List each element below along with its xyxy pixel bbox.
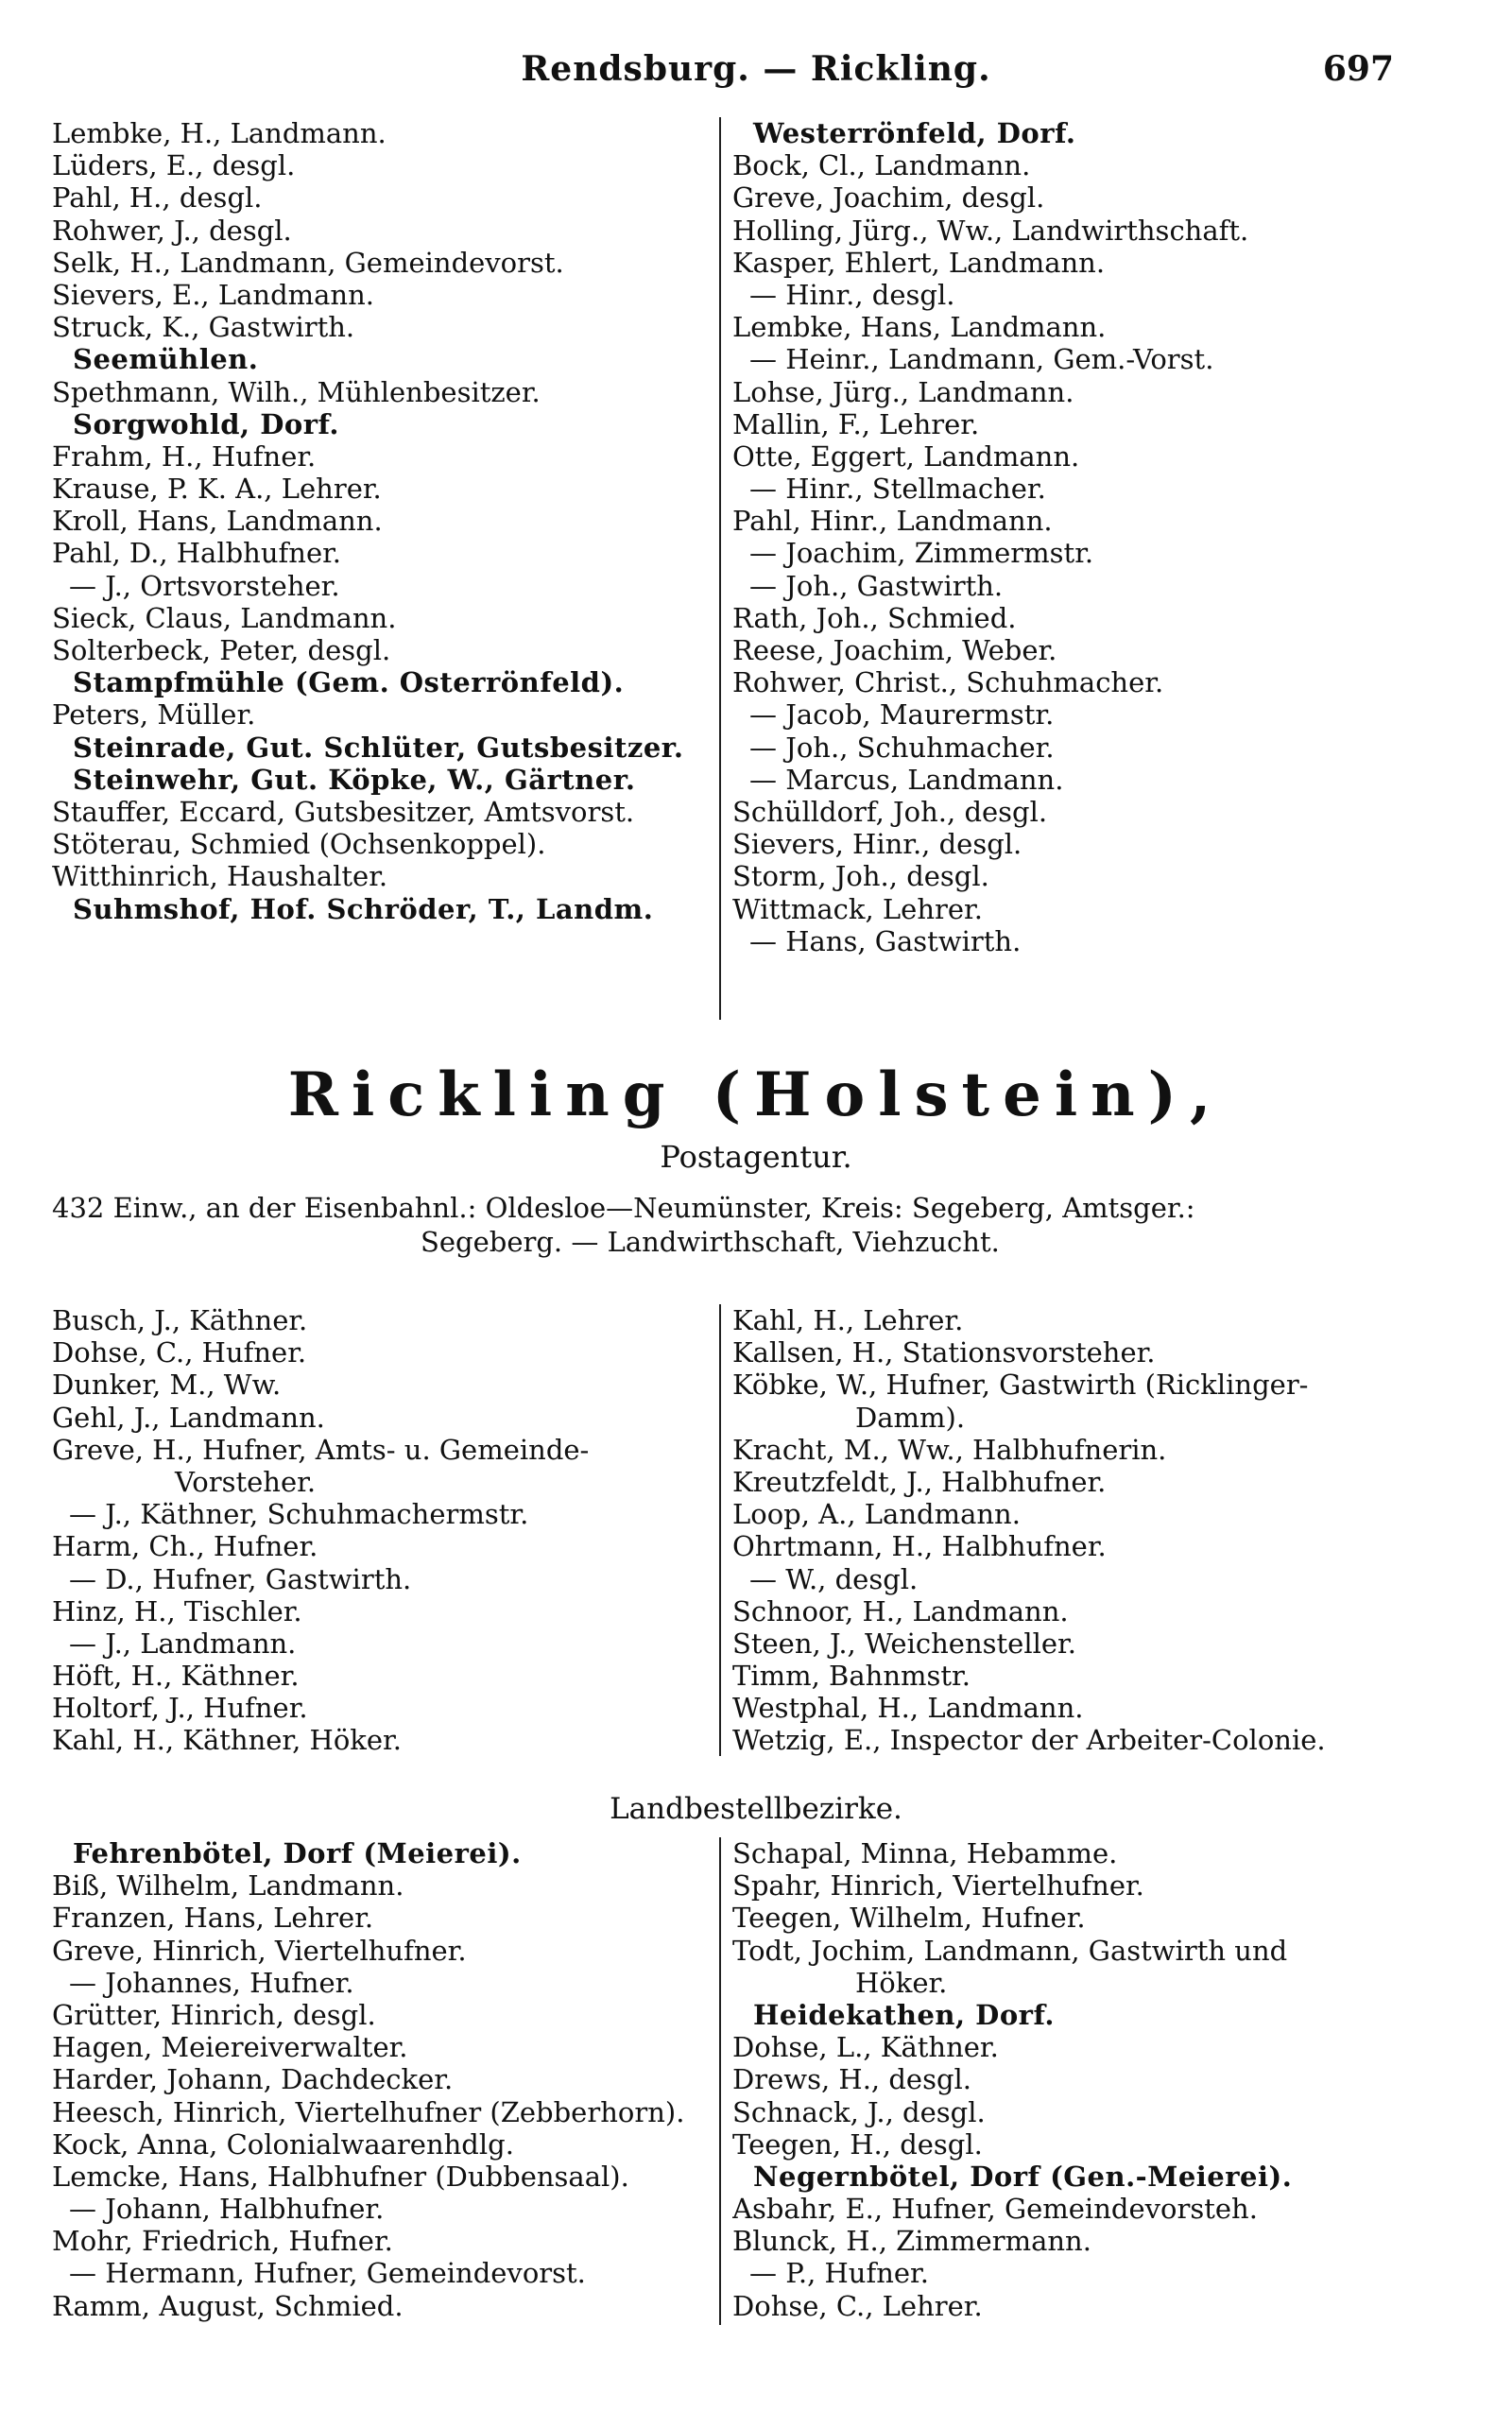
- directory-entry: Frahm, H., Hufner.: [52, 439, 317, 473]
- directory-entry: Schnack, J., desgl.: [732, 2095, 986, 2128]
- directory-entry: Dohse, C., Lehrer.: [732, 2289, 983, 2322]
- running-head: [0, 45, 1512, 98]
- directory-entry: Timm, Bahnmstr.: [732, 1660, 971, 1693]
- directory-entry: Schapal, Minna, Hebamme.: [732, 1837, 1118, 1869]
- place-heading: Fehrenbötel, Dorf (Meierei).: [73, 1837, 522, 1869]
- directory-entry: — Hinr., Stellmacher.: [749, 473, 1046, 506]
- directory-entry: Gehl, J., Landmann.: [52, 1401, 325, 1434]
- directory-entry: Struck, K., Gastwirth.: [52, 311, 355, 344]
- top-right-column: [732, 117, 1403, 957]
- directory-entry: Ohrtmann, H., Halbhufner.: [732, 1530, 1107, 1563]
- place-heading: Seemühlen.: [73, 343, 259, 376]
- directory-entry: Busch, J., Käthner.: [52, 1304, 308, 1336]
- directory-entry: Kreutzfeldt, J., Halbhufner.: [732, 1465, 1107, 1498]
- directory-entry: — Heinr., Landmann, Gem.-Vorst.: [749, 343, 1214, 376]
- directory-entry: Höft, H., Käthner.: [52, 1660, 300, 1693]
- directory-entry: — J., Landmann.: [69, 1627, 297, 1660]
- directory-entry: — J., Ortsvorsteher.: [69, 569, 340, 602]
- directory-entry: Teegen, H., desgl.: [732, 2127, 983, 2161]
- directory-entry: Greve, Joachim, desgl.: [732, 181, 1045, 215]
- bottom-columns: [52, 1837, 1403, 2329]
- top-left-column: [52, 117, 704, 925]
- place-heading: Negernbötel, Dorf (Gen.-Meierei).: [753, 2160, 1293, 2193]
- directory-entry: Todt, Jochim, Landmann, Gastwirth und: [732, 1934, 1288, 1967]
- directory-entry: Harder, Johann, Dachdecker.: [52, 2063, 454, 2096]
- directory-entry: Lembke, H., Landmann.: [52, 117, 387, 149]
- directory-entry: Mallin, F., Lehrer.: [732, 407, 980, 440]
- directory-entry: Schnoor, H., Landmann.: [732, 1594, 1069, 1627]
- directory-entry: — P., Hufner.: [749, 2257, 929, 2290]
- place-heading: Suhmshof, Hof. Schröder, T., Landm.: [73, 892, 654, 925]
- top-columns: [52, 117, 1403, 1025]
- place-heading: Sorgwohld, Dorf.: [73, 407, 340, 440]
- directory-entry: Holling, Jürg., Ww., Landwirthschaft.: [732, 214, 1249, 247]
- directory-entry: Storm, Joh., desgl.: [732, 860, 989, 893]
- directory-entry: Greve, H., Hufner, Amts- u. Gemeinde-: [52, 1433, 590, 1466]
- middle-left-column: [52, 1304, 704, 1757]
- directory-entry: — Hans, Gastwirth.: [749, 924, 1022, 957]
- directory-entry: Dunker, M., Ww.: [52, 1369, 282, 1402]
- directory-entry: — J., Käthner, Schuhmachermstr.: [69, 1498, 529, 1531]
- directory-entry: — W., desgl.: [749, 1562, 919, 1595]
- place-heading: Steinrade, Gut. Schlüter, Gutsbesitzer.: [73, 731, 684, 764]
- directory-entry: Lohse, Jürg., Landmann.: [732, 375, 1074, 408]
- directory-entry: Teegen, Wilhelm, Hufner.: [732, 1902, 1086, 1935]
- directory-entry: Otte, Eggert, Landmann.: [732, 439, 1080, 473]
- directory-entry: Lemcke, Hans, Halbhufner (Dubbensaal).: [52, 2160, 629, 2193]
- directory-entry: Dohse, L., Käthner.: [732, 2031, 999, 2064]
- directory-entry: Ramm, August, Schmied.: [52, 2289, 404, 2322]
- directory-entry: Rohwer, J., desgl.: [52, 214, 292, 247]
- directory-entry: Solterbeck, Peter, desgl.: [52, 634, 391, 666]
- directory-entry: Hinz, H., Tischler.: [52, 1594, 302, 1627]
- town-status: Postagentur.: [660, 1139, 852, 1175]
- directory-entry: — Jacob, Maurermstr.: [749, 698, 1055, 732]
- directory-entry: Pahl, H., desgl.: [52, 181, 263, 215]
- directory-entry: — Johannes, Hufner.: [69, 1966, 354, 1999]
- directory-entry: Stauffer, Eccard, Gutsbesitzer, Amtsvorst.: [52, 795, 635, 828]
- directory-entry: Kahl, H., Käthner, Höker.: [52, 1724, 402, 1757]
- place-heading: Heidekathen, Dorf.: [753, 1998, 1055, 2031]
- directory-entry: Sieck, Claus, Landmann.: [52, 601, 397, 634]
- directory-entry: Kock, Anna, Colonialwaarenhdlg.: [52, 2127, 514, 2161]
- directory-entry: Witthinrich, Haushalter.: [52, 860, 388, 893]
- directory-entry: Kallsen, H., Stationsvorsteher.: [732, 1336, 1156, 1369]
- directory-entry: Peters, Müller.: [52, 698, 256, 732]
- directory-entry: Rath, Joh., Schmied.: [732, 601, 1017, 634]
- place-heading: Stampfmühle (Gem. Osterrönfeld).: [73, 666, 625, 699]
- directory-entry: — Joh., Schuhmacher.: [749, 731, 1055, 764]
- running-title: Rendsburg. — Rickling.: [521, 49, 991, 89]
- place-heading: Westerrönfeld, Dorf.: [753, 117, 1076, 149]
- directory-entry: Greve, Hinrich, Viertelhufner.: [52, 1934, 467, 1967]
- directory-entry: — Hinr., desgl.: [749, 278, 955, 311]
- directory-entry: Biß, Wilhelm, Landmann.: [52, 1869, 404, 1903]
- directory-entry: Damm).: [855, 1401, 966, 1434]
- town-title: Rickling (Holstein),: [287, 1059, 1225, 1130]
- directory-entry: Bock, Cl., Landmann.: [732, 149, 1031, 182]
- directory-entry: Hagen, Meiereiverwalter.: [52, 2031, 408, 2064]
- middle-columns: [52, 1304, 1403, 1758]
- column-divider: [719, 117, 721, 1020]
- directory-entry: Höker.: [855, 1966, 948, 1999]
- directory-entry: Schülldorf, Joh., desgl.: [732, 795, 1048, 828]
- directory-entry: Lüders, E., desgl.: [52, 149, 296, 182]
- directory-entry: — Marcus, Landmann.: [749, 763, 1064, 796]
- bottom-right-column: [732, 1837, 1403, 2322]
- directory-entry: Kasper, Ehlert, Landmann.: [732, 246, 1106, 279]
- section-heading: Landbestellbezirke.: [610, 1792, 902, 1826]
- directory-entry: Rohwer, Christ., Schuhmacher.: [732, 666, 1164, 699]
- directory-entry: — Hermann, Hufner, Gemeindevorst.: [69, 2257, 586, 2290]
- directory-entry: Kracht, M., Ww., Halbhufnerin.: [732, 1433, 1167, 1466]
- town-header: [0, 1057, 1512, 1258]
- directory-entry: Wittmack, Lehrer.: [732, 892, 983, 925]
- directory-entry: Holtorf, J., Hufner.: [52, 1692, 308, 1725]
- directory-entry: Sievers, Hinr., desgl.: [732, 828, 1022, 861]
- directory-entry: Mohr, Friedrich, Hufner.: [52, 2225, 393, 2258]
- directory-entry: Drews, H., desgl.: [732, 2063, 972, 2096]
- directory-entry: Asbahr, E., Hufner, Gemeindevorsteh.: [732, 2193, 1258, 2226]
- directory-entry: Lembke, Hans, Landmann.: [732, 311, 1107, 344]
- page-number: 697: [1322, 49, 1394, 89]
- directory-entry: Sievers, E., Landmann.: [52, 278, 375, 311]
- directory-entry: Selk, H., Landmann, Gemeindevorst.: [52, 246, 564, 279]
- directory-entry: Blunck, H., Zimmermann.: [732, 2225, 1091, 2258]
- directory-entry: Kroll, Hans, Landmann.: [52, 505, 383, 538]
- directory-entry: Spethmann, Wilh., Mühlenbesitzer.: [52, 375, 541, 408]
- directory-entry: Heesch, Hinrich, Viertelhufner (Zebberhorn).: [52, 2095, 685, 2128]
- bottom-left-column: [52, 1837, 704, 2322]
- directory-entry: Dohse, C., Hufner.: [52, 1336, 307, 1369]
- directory-entry: Kahl, H., Lehrer.: [732, 1304, 964, 1336]
- directory-entry: Pahl, D., Halbhufner.: [52, 537, 342, 570]
- directory-entry: — Joachim, Zimmermstr.: [749, 537, 1094, 570]
- directory-entry: Köbke, W., Hufner, Gastwirth (Ricklinger-: [732, 1369, 1309, 1402]
- directory-entry: Pahl, Hinr., Landmann.: [732, 505, 1053, 538]
- directory-entry: Reese, Joachim, Weber.: [732, 634, 1057, 666]
- column-divider: [719, 1837, 721, 2325]
- directory-entry: Stöterau, Schmied (Ochsenkoppel).: [52, 828, 546, 861]
- directory-entry: — Johann, Halbhufner.: [69, 2193, 385, 2226]
- directory-entry: Wetzig, E., Inspector der Arbeiter-Colonie.: [732, 1724, 1326, 1757]
- directory-entry: Loop, A., Landmann.: [732, 1498, 1021, 1531]
- directory-entry: Steen, J., Weichensteller.: [732, 1627, 1076, 1660]
- directory-entry: Krause, P. K. A., Lehrer.: [52, 473, 382, 506]
- directory-entry: Franzen, Hans, Lehrer.: [52, 1902, 374, 1935]
- town-description: [52, 1191, 1413, 1259]
- directory-entry: — D., Hufner, Gastwirth.: [69, 1562, 412, 1595]
- place-heading: Steinwehr, Gut. Köpke, W., Gärtner.: [73, 763, 636, 796]
- directory-entry: Westphal, H., Landmann.: [732, 1692, 1084, 1725]
- directory-entry: — Joh., Gastwirth.: [749, 569, 1004, 602]
- directory-entry: Spahr, Hinrich, Viertelhufner.: [732, 1869, 1144, 1903]
- middle-right-column: [732, 1304, 1403, 1757]
- directory-entry: Vorsteher.: [175, 1465, 317, 1498]
- column-divider: [719, 1304, 721, 1756]
- town-description-line-2: Segeberg. — Landwirthschaft, Viehzucht.: [421, 1226, 1000, 1258]
- town-description-line-1: 432 Einw., an der Eisenbahnl.: Oldesloe—Neumünster, Kreis: Segeberg, Amtsger.:: [52, 1192, 1195, 1224]
- directory-entry: Harm, Ch., Hufner.: [52, 1530, 318, 1563]
- directory-entry: Grütter, Hinrich, desgl.: [52, 1998, 376, 2031]
